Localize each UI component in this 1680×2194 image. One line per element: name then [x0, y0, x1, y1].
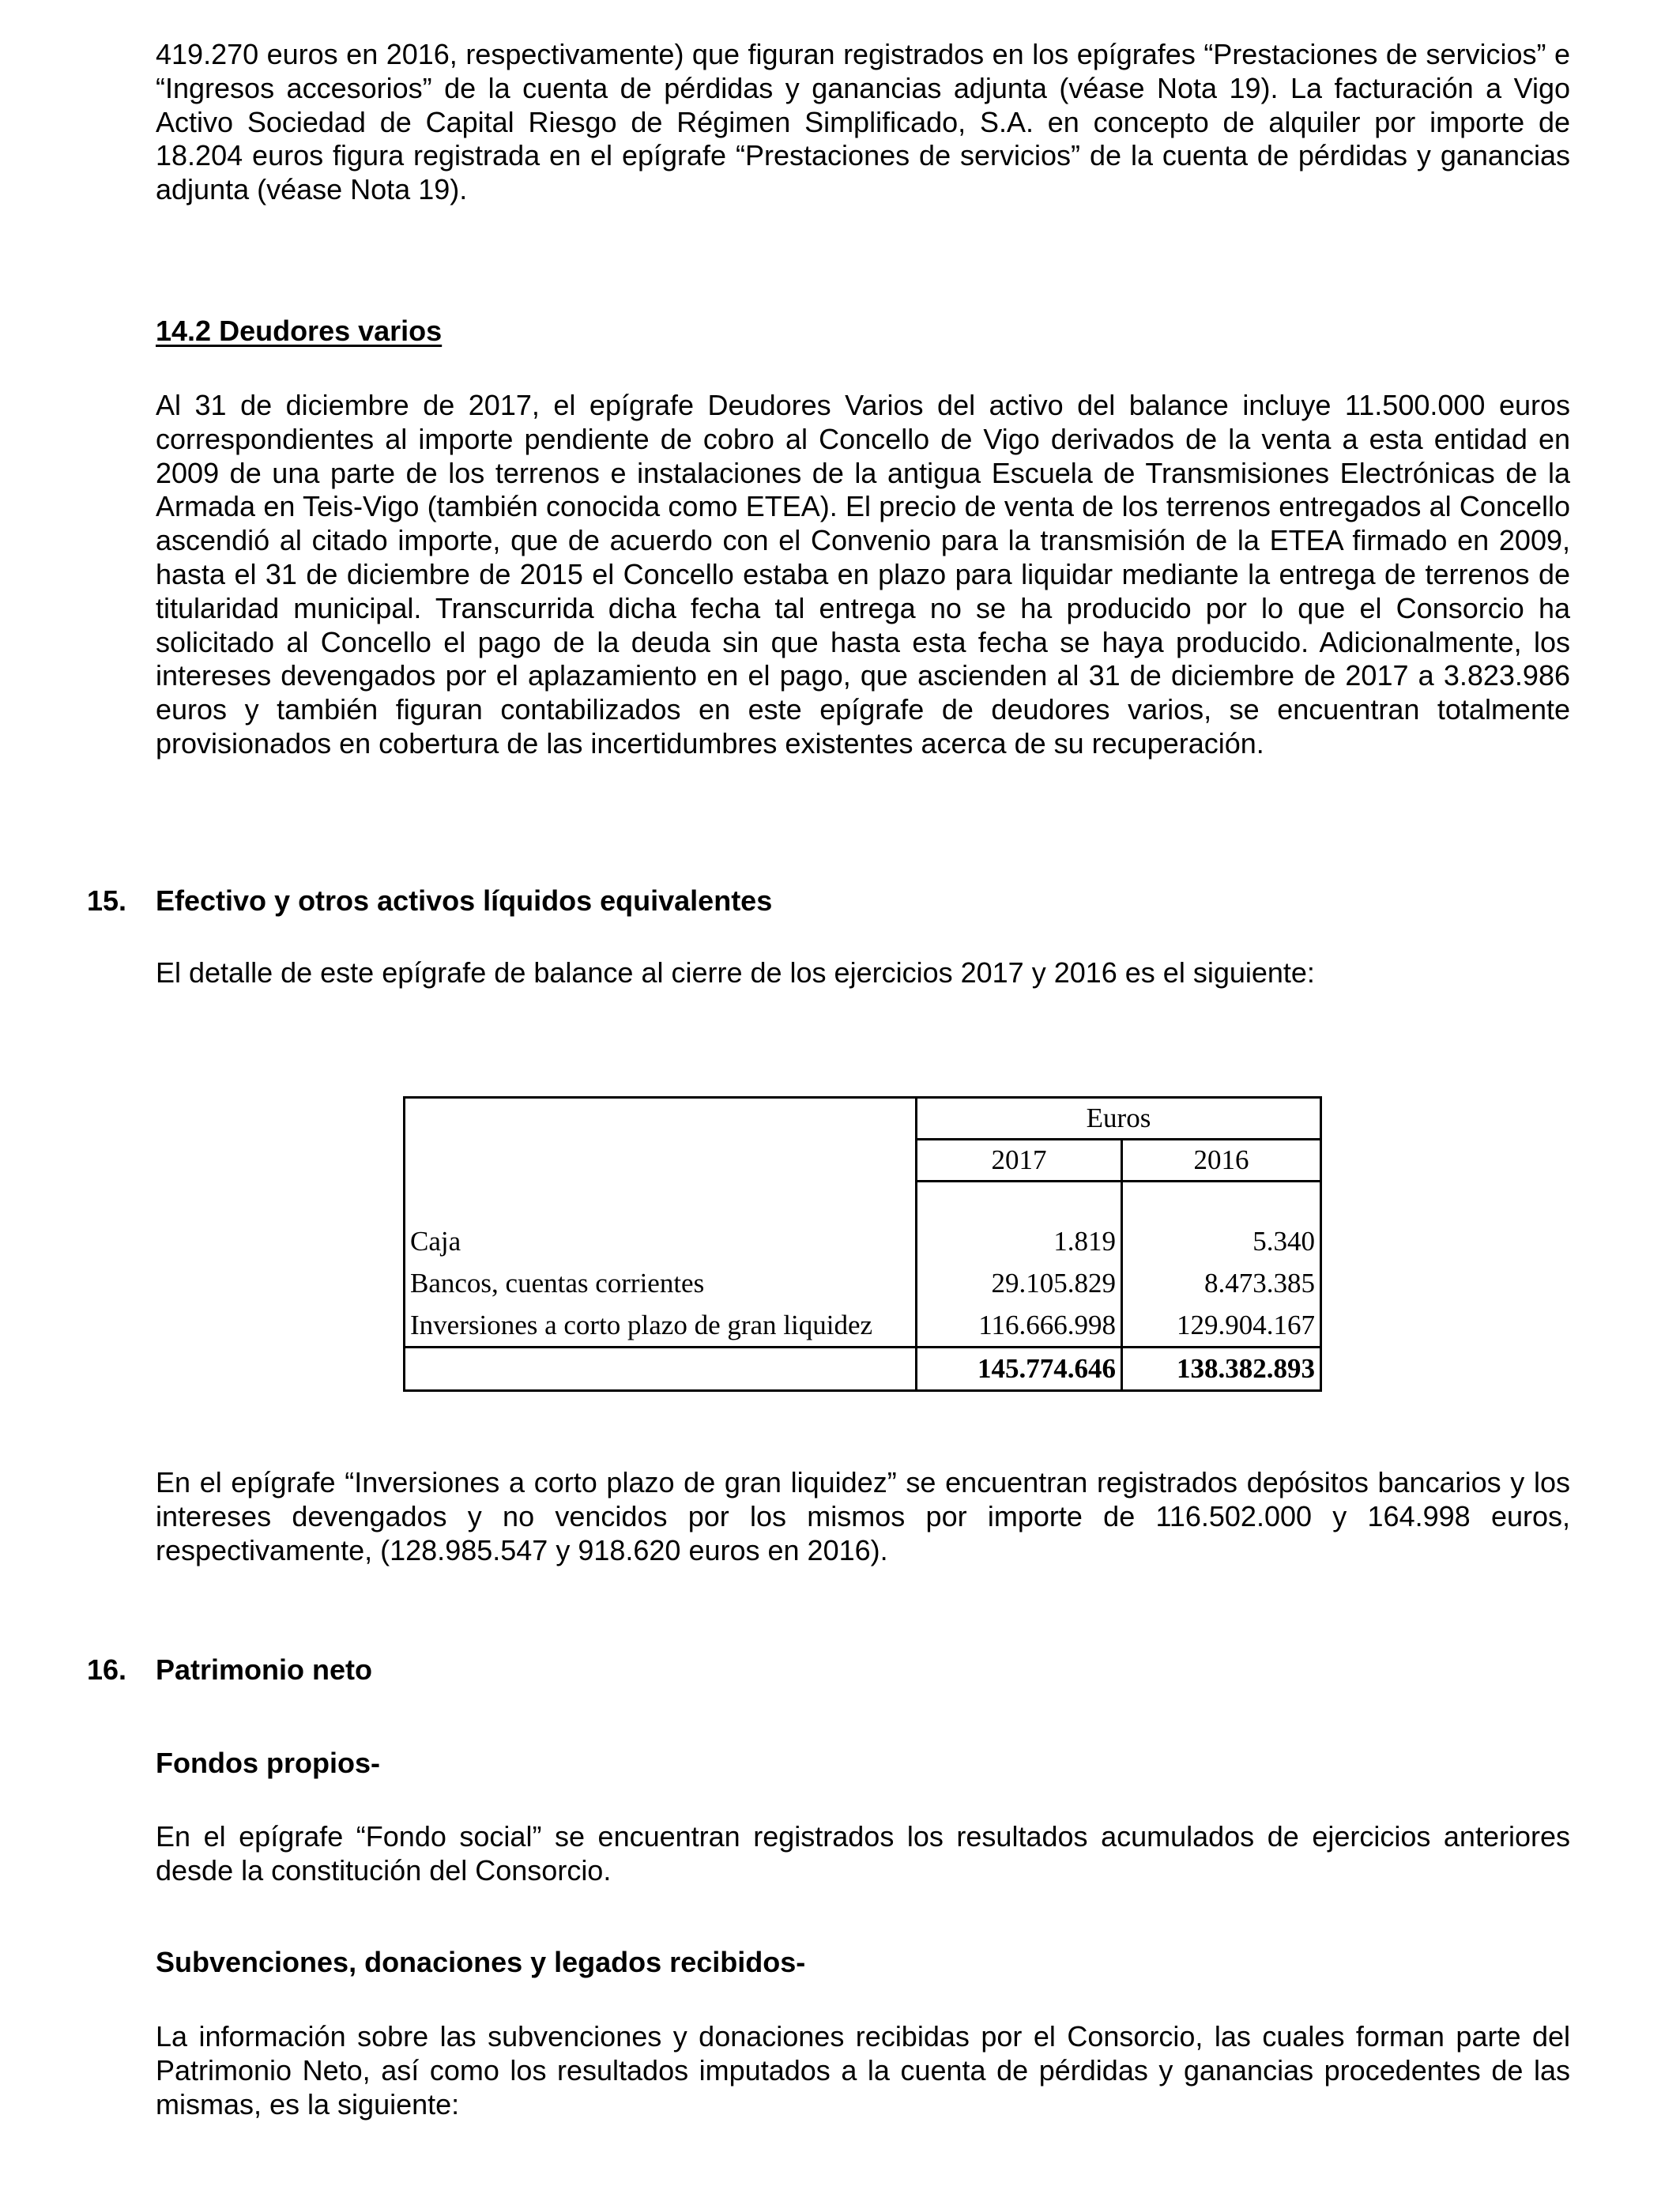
section-16-number: 16. — [87, 1653, 127, 1686]
cash-equivalents-table — [403, 1096, 1322, 1392]
total-value-2016: 138.382.893 — [1122, 1348, 1321, 1391]
paragraph-deudores: Al 31 de diciembre de 2017, el epígrafe Deudores Varios del activo del balance incluye 11.500.000 euros correspondientes al importe pendiente de cobro al Concello de Vigo derivados de la venta a esta entidad en 2009 de una parte de los terrenos e instalaciones de la antigua Escuela de Transmisiones Electrónicas de la Armada en Teis-Vigo (también conocida como ETEA). El precio de venta de los terrenos entregados al Concello ascendió al citado importe, que de acuerdo con el Convenio para la transmisión de la ETEA firmado en 2009, hasta el 31 de diciembre de 2015 el Concello estaba en plazo para liquidar mediante la entrega de terrenos de titularidad municipal. Transcurrida dicha fecha tal entrega no se ha producido por lo que el Consorcio ha solicitado al Concello el pago de la deuda sin que hasta esta fecha se haya producido. Adicionalmente, los intereses devengados por el aplazamiento en el pago, que ascienden al 31 de diciembre de 2017 a 3.823.986 euros y también figuran contabilizados en este epígrafe de deudores varios, se encuentran totalmente provisionados en cobertura de las incertidumbres existentes acerca de su recuperación. — [156, 389, 1570, 760]
row-value-2016: 129.904.167 — [1122, 1304, 1321, 1348]
row-value-2017: 1.819 — [917, 1220, 1122, 1262]
row-value-2017: 116.666.998 — [917, 1304, 1122, 1348]
table-row — [405, 1220, 1321, 1262]
table-spacer — [1122, 1182, 1321, 1221]
table-header-blank — [405, 1098, 917, 1221]
paragraph-fondo-social: En el epígrafe “Fondo social” se encuentran registrados los resultados acumulados de ejercicios anteriores desde la constitución del Consorcio. — [156, 1820, 1570, 1887]
total-label-blank — [405, 1348, 917, 1391]
table-spacer — [917, 1182, 1122, 1221]
paragraph-detalle: El detalle de este epígrafe de balance al cierre de los ejercicios 2017 y 2016 es el siguiente: — [156, 956, 1315, 989]
heading-deudores-varios: 14.2 Deudores varios — [156, 315, 443, 347]
row-label: Inversiones a corto plazo de gran liquidez — [405, 1304, 917, 1348]
row-label: Caja — [405, 1220, 917, 1262]
table-total-row — [405, 1348, 1321, 1391]
table-row — [405, 1262, 1321, 1304]
total-value-2017: 145.774.646 — [917, 1348, 1122, 1391]
heading-subvenciones: Subvenciones, donaciones y legados recibidos- — [156, 1946, 806, 1978]
table-header-2017: 2017 — [917, 1140, 1122, 1182]
row-value-2016: 8.473.385 — [1122, 1262, 1321, 1304]
table-header-euros: Euros — [917, 1098, 1321, 1140]
section-16-title: Patrimonio neto — [156, 1653, 373, 1686]
paragraph-intro: 419.270 euros en 2016, respectivamente) que figuran registrados en los epígrafes “Prestaciones de servicios” e “Ingresos accesorios” de la cuenta de pérdidas y ganancias adjunta (véase Nota 19). La facturación a Vigo Activo Sociedad de Capital Riesgo de Régimen Simplificado, S.A. en concepto de alquiler por importe de 18.204 euros figura registrada en el epígrafe “Prestaciones de servicios” de la cuenta de pérdidas y ganancias adjunta (véase Nota 19). — [156, 38, 1570, 206]
section-15-title: Efectivo y otros activos líquidos equivalentes — [156, 884, 773, 917]
table-row — [405, 1304, 1321, 1348]
heading-fondos-propios: Fondos propios- — [156, 1747, 380, 1779]
paragraph-subvenciones: La información sobre las subvenciones y donaciones recibidas por el Consorcio, las cuales forman parte del Patrimonio Neto, así como los resultados imputados a la cuenta de pérdidas y ganancias procedentes de las mismas, es la siguiente: — [156, 2020, 1570, 2120]
heading-section-16 — [87, 1653, 561, 1687]
heading-section-15 — [87, 884, 877, 918]
table-header-2016: 2016 — [1122, 1140, 1321, 1182]
row-value-2017: 29.105.829 — [917, 1262, 1122, 1304]
paragraph-inversiones: En el epígrafe “Inversiones a corto plazo de gran liquidez” se encuentran registrados depósitos bancarios y los intereses devengados y no vencidos por los mismos por importe de 116.502.000 y 164.998 euros, respectivamente, (128.985.547 y 918.620 euros en 2016). — [156, 1466, 1570, 1566]
section-15-number: 15. — [87, 884, 127, 917]
row-value-2016: 5.340 — [1122, 1220, 1321, 1262]
row-label: Bancos, cuentas corrientes — [405, 1262, 917, 1304]
